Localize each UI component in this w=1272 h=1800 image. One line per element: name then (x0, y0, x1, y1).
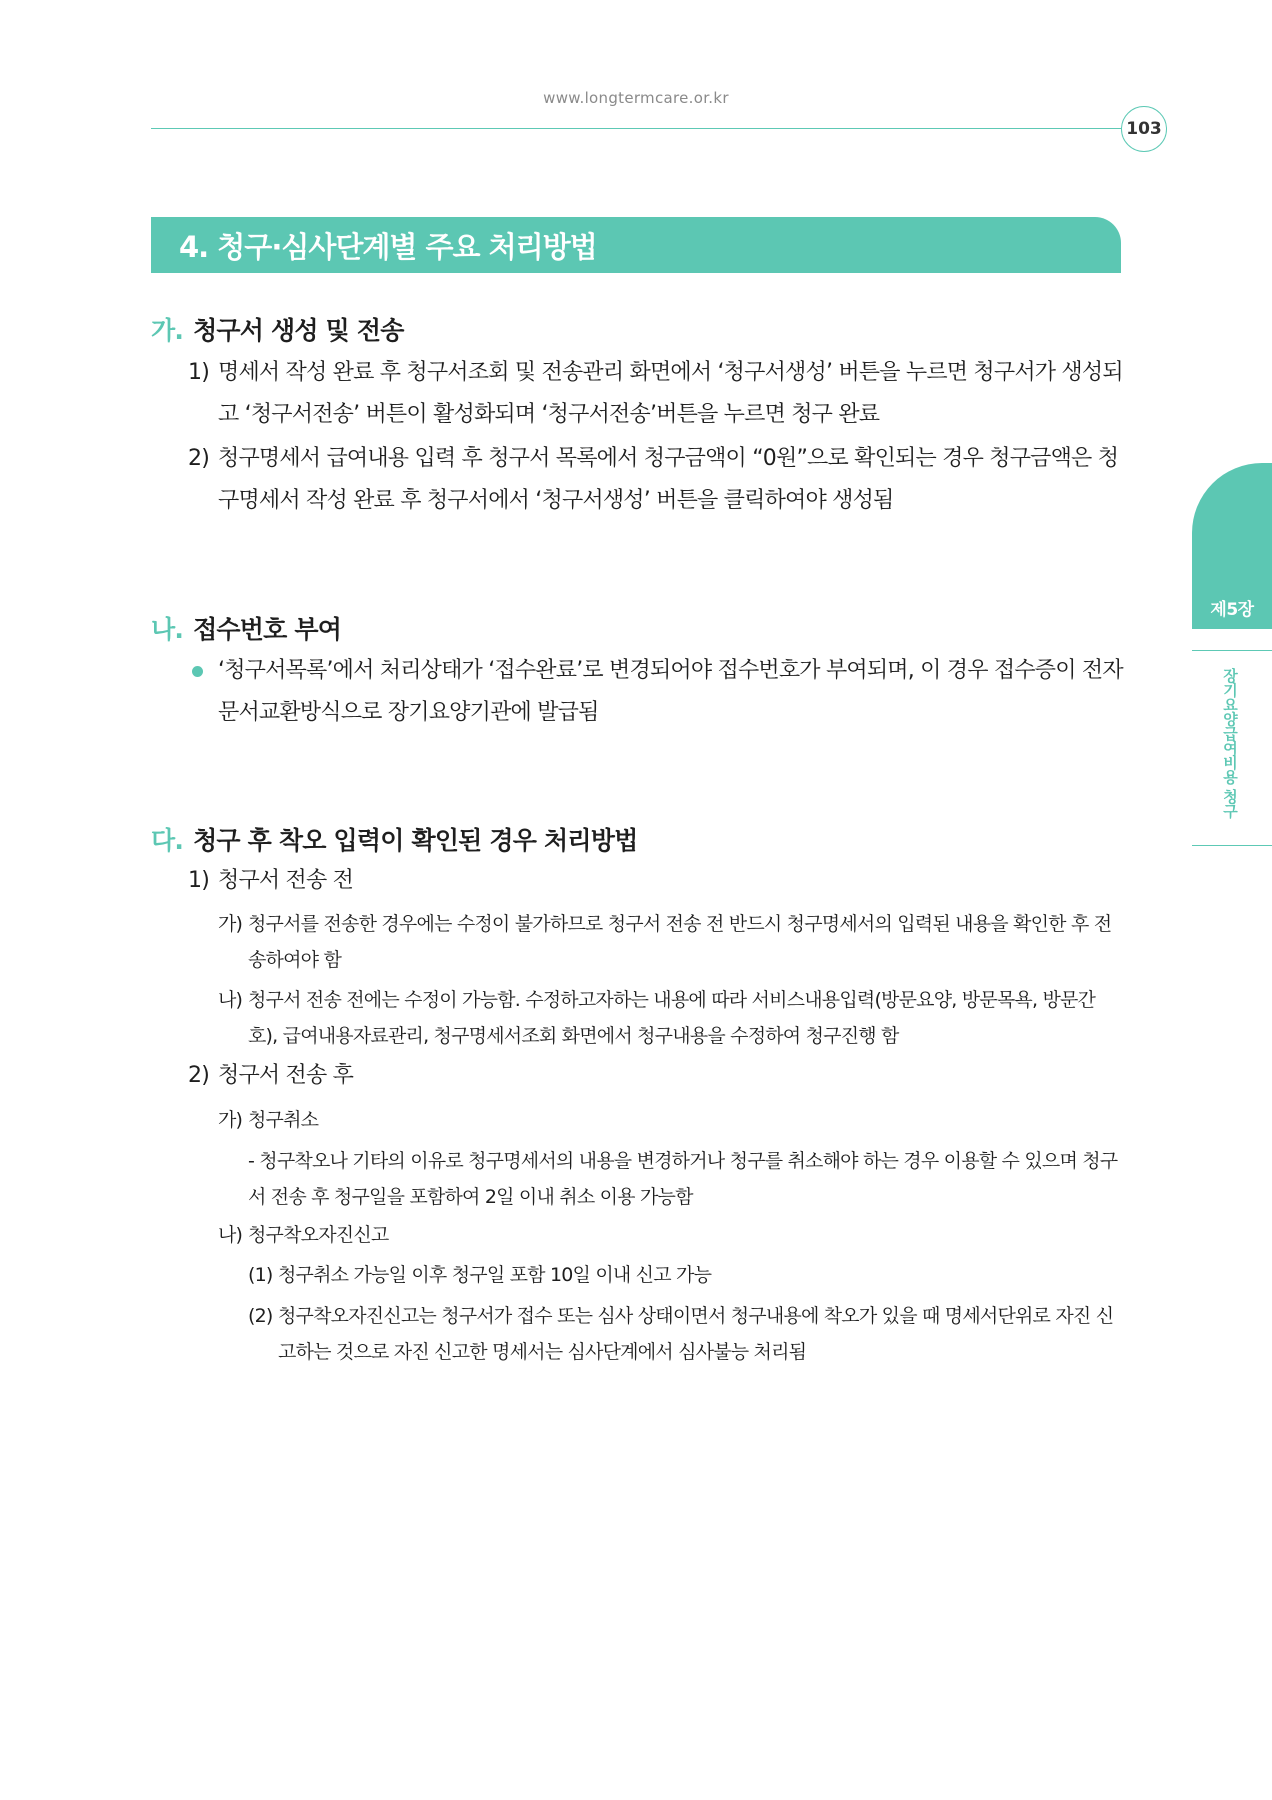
side-divider (1192, 650, 1272, 651)
section-heading-c (151, 821, 637, 857)
sub-item (218, 1102, 1122, 1138)
side-divider (1192, 845, 1272, 846)
point-text: 청구착오자진신고는 청구서가 접수 또는 심사 상태이면서 청구내용에 착오가 있을 때 명세서단위로 자진 신고하는 것으로 자진 신고한 명세서는 심사단계에서 심사불능 처리됨 (278, 1305, 1114, 1363)
section-heading-b (151, 610, 341, 646)
list-item (188, 1055, 1124, 1097)
bullet-dot-icon (188, 650, 218, 734)
list-item (188, 860, 1124, 902)
sub-item (218, 1217, 1122, 1253)
section-title: 접수번호 부여 (193, 615, 342, 644)
section-title: 청구 후 착오 입력이 확인된 경우 처리방법 (193, 826, 638, 855)
sub-number: 가) (218, 1109, 243, 1131)
section-heading-a (151, 311, 404, 347)
sub-item (218, 906, 1122, 978)
header-rule (151, 128, 1121, 129)
bullet-text: ‘청구서목록’에서 처리상태가 ‘접수완료’로 변경되어야 접수번호가 부여되며, 이 경우 접수증이 전자문서교환방식으로 장기요양기관에 발급됨 (218, 658, 1123, 725)
section-banner (151, 217, 1121, 273)
sub-text: 청구서 전송 전에는 수정이 가능함. 수정하고자하는 내용에 따라 서비스내용입력(방문요양, 방문목욕, 방문간호), 급여내용자료관리, 청구명세서조회 화면에서 청구내용을 수정하여 청구진행 함 (248, 989, 1096, 1047)
list-item (188, 438, 1124, 522)
sub-number: 가) (218, 913, 243, 935)
item-text: 명세서 작성 완료 후 청구서조회 및 전송관리 화면에서 ‘청구서생성’ 버튼을 누르면 청구서가 생성되고 ‘청구서전송’ 버튼이 활성화되며 ‘청구서전송’버튼을 누르면 청구 완료 (218, 360, 1123, 427)
chapter-title: 장기요양급여비용 청구 (1221, 668, 1239, 818)
point-item (248, 1298, 1122, 1370)
dash-item (248, 1143, 1122, 1215)
chapter-label: 제5장 (1210, 600, 1254, 620)
section-marker: 다. (151, 826, 184, 855)
banner-title: 4. 청구·심사단계별 주요 처리방법 (179, 229, 597, 264)
list-item (188, 352, 1124, 436)
item-number: 2) (188, 1063, 209, 1088)
page-number: 103 (1121, 106, 1167, 152)
sub-item (218, 982, 1122, 1054)
section-marker: 가. (151, 316, 184, 345)
point-number: (1) (248, 1264, 273, 1286)
section-marker: 나. (151, 615, 184, 644)
bullet-item (188, 650, 1124, 734)
site-url: www.longtermcare.or.kr (543, 89, 729, 107)
item-text: 청구명세서 급여내용 입력 후 청구서 목록에서 청구금액이 “0원”으로 확인되는 경우 청구금액은 청구명세서 작성 완료 후 청구서에서 ‘청구서생성’ 버튼을 클릭하여야 생성됨 (218, 446, 1119, 513)
item-number: 1) (188, 868, 209, 893)
item-number: 2) (188, 446, 209, 471)
item-text: 청구서 전송 후 (218, 1063, 354, 1088)
dash-text: - 청구착오나 기타의 이유로 청구명세서의 내용을 변경하거나 청구를 취소해야 하는 경우 이용할 수 있으며 청구서 전송 후 청구일을 포함하여 2일 이내 취소 이용 가능함 (248, 1150, 1118, 1208)
point-text: 청구취소 가능일 이후 청구일 포함 10일 이내 신고 가능 (278, 1264, 712, 1286)
point-number: (2) (248, 1305, 273, 1327)
sub-number: 나) (218, 1224, 243, 1246)
sub-text: 청구착오자진신고 (248, 1224, 389, 1246)
sub-text: 청구서를 전송한 경우에는 수정이 불가하므로 청구서 전송 전 반드시 청구명세서의 입력된 내용을 확인한 후 전송하여야 함 (248, 913, 1112, 971)
item-number: 1) (188, 360, 209, 385)
point-item (248, 1257, 1122, 1293)
sub-text: 청구취소 (248, 1109, 319, 1131)
item-text: 청구서 전송 전 (218, 868, 354, 893)
sub-number: 나) (218, 989, 243, 1011)
section-title: 청구서 생성 및 전송 (193, 316, 404, 345)
